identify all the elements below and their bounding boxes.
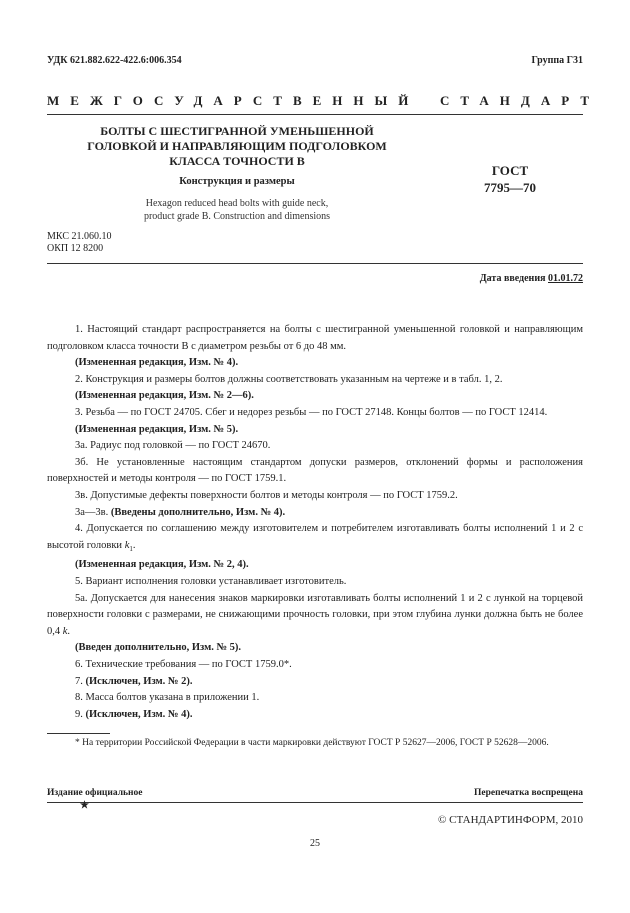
standard-banner — [47, 93, 601, 109]
math-subscript: 1 — [129, 544, 133, 553]
paragraph — [47, 505, 583, 522]
classification-codes — [47, 231, 111, 255]
gost-number: 7795—70 — [484, 180, 536, 195]
math-variable: k — [124, 539, 130, 551]
title-line: КЛАССА ТОЧНОСТИ В — [169, 154, 305, 168]
math-variable: k — [62, 625, 68, 637]
intro-date-label: Дата введения — [479, 273, 546, 284]
english-title-line: Hexagon reduced head bolts with guide neck, — [145, 198, 329, 209]
title-line: БОЛТЫ С ШЕСТИГРАННОЙ УМЕНЬШЕННОЙ — [100, 124, 374, 138]
paragraph: 5. Вариант исполнения головки устанавливает изготовитель. — [75, 576, 347, 587]
amendment-note: (Измененная редакция, Изм. № 4). — [75, 357, 239, 369]
paragraph: 6. Технические требования — по ГОСТ 1759.0*. — [75, 658, 292, 670]
header-rule-top — [47, 114, 583, 115]
amendment-note: (Введен дополнительно, Изм. № 5). — [75, 642, 242, 654]
paragraph-number: 9. — [75, 708, 83, 720]
paragraph: 3. Резьба — по ГОСТ 24705. Сбег и недорез резьбы — по ГОСТ 27148. Концы болтов — по ГОСТ 12414. — [75, 406, 548, 418]
paragraph — [47, 674, 583, 691]
udc-code: УДК 621.882.622-422.6:006.354 — [47, 55, 182, 66]
paragraph: 3а. Радиус под головкой — по ГОСТ 24670. — [75, 440, 271, 452]
paragraph: 3в. Допустимые дефекты поверхности болтов и методы контроля — по ГОСТ 1759.2. — [75, 489, 458, 501]
amendment-note: (Измененная редакция, Изм. № 2, 4). — [75, 559, 249, 571]
okp-code: ОКП 12 8200 — [47, 243, 104, 254]
paragraph-number: 7. — [75, 675, 83, 687]
document-body — [47, 322, 583, 723]
official-edition-label: Издание официальное — [47, 788, 143, 798]
gost-label: ГОСТ — [491, 163, 529, 178]
group-code: Группа Г31 — [531, 55, 583, 66]
paragraph: 1. Настоящий стандарт распространяется на болты с шестигранной уменьшенной головкой и направляющим подголовком класса точности В с диаметром резьбы от 6 до 48 мм. — [47, 324, 583, 352]
paragraph: 3б. Не установленные настоящим стандартом допуски размеров, отклонений формы и расположения поверхностей и методы контроля — по ГОСТ 1759.1. — [47, 456, 583, 485]
paragraph — [47, 521, 583, 557]
paragraph-text: 5а. Допускается для нанесения знаков маркировки изготавливать болты исполнений 1 и 2 с лункой на торцевой поверхности головки с размерами, не снижающими прочность головки, при этом глубина лунки должна быть не более 0,4 — [47, 592, 583, 637]
banner-word-interstate: МЕЖГОСУДАРСТВЕННЫЙ — [47, 93, 420, 108]
gost-designation — [460, 162, 560, 196]
paragraph-number: 3а—3в. — [75, 506, 109, 518]
paragraph-text: 4. Допускается по соглашению между изготовителем и потребителем изготавливать болты исполнений 1 и 2 с высотой головки — [47, 523, 583, 551]
document-subtitle: Конструкция и размеры — [179, 176, 295, 187]
document-title — [47, 124, 427, 169]
punctuation: . — [132, 539, 136, 551]
footer-rule — [47, 802, 583, 803]
introduction-date — [480, 273, 583, 284]
copyright-notice: © СТАНДАРТИНФОРМ, 2010 — [438, 814, 583, 826]
punctuation: . — [67, 625, 71, 637]
intro-date-value: 01.01.72 — [548, 273, 583, 284]
star-icon: ★ — [80, 800, 89, 811]
footnote: * На территории Российской Федерации в части маркировки действуют ГОСТ Р 52627—2006, ГОСТ Р 52628—2006. — [75, 738, 549, 748]
amendment-note: (Исключен, Изм. № 2). — [85, 675, 193, 687]
amendment-note: (Измененная редакция, Изм. № 5). — [75, 423, 239, 435]
header-rule-bottom — [47, 263, 583, 264]
amendment-note: (Измененная редакция, Изм. № 2—6). — [75, 390, 254, 402]
english-title — [47, 197, 427, 223]
banner-word-standard: СТАНДАРТ — [440, 93, 601, 108]
english-title-line: product grade B. Construction and dimensions — [143, 211, 331, 222]
amendment-note: (Исключен, Изм. № 4). — [85, 708, 193, 720]
page-number: 25 — [310, 838, 320, 849]
footnote-rule — [47, 733, 110, 734]
paragraph: 8. Масса болтов указана в приложении 1. — [75, 692, 260, 704]
mks-code: МКС 21.060.10 — [47, 231, 112, 242]
paragraph — [47, 591, 583, 641]
paragraph — [47, 707, 583, 724]
title-line: ГОЛОВКОЙ И НАПРАВЛЯЮЩИМ ПОДГОЛОВКОМ — [87, 139, 387, 153]
reprint-prohibited-label: Перепечатка воспрещена — [473, 788, 583, 798]
paragraph: 2. Конструкция и размеры болтов должны соответствовать указанным на чертеже и в табл. 1, 2. — [75, 373, 503, 385]
amendment-note: (Введены дополнительно, Изм. № 4). — [110, 506, 286, 518]
